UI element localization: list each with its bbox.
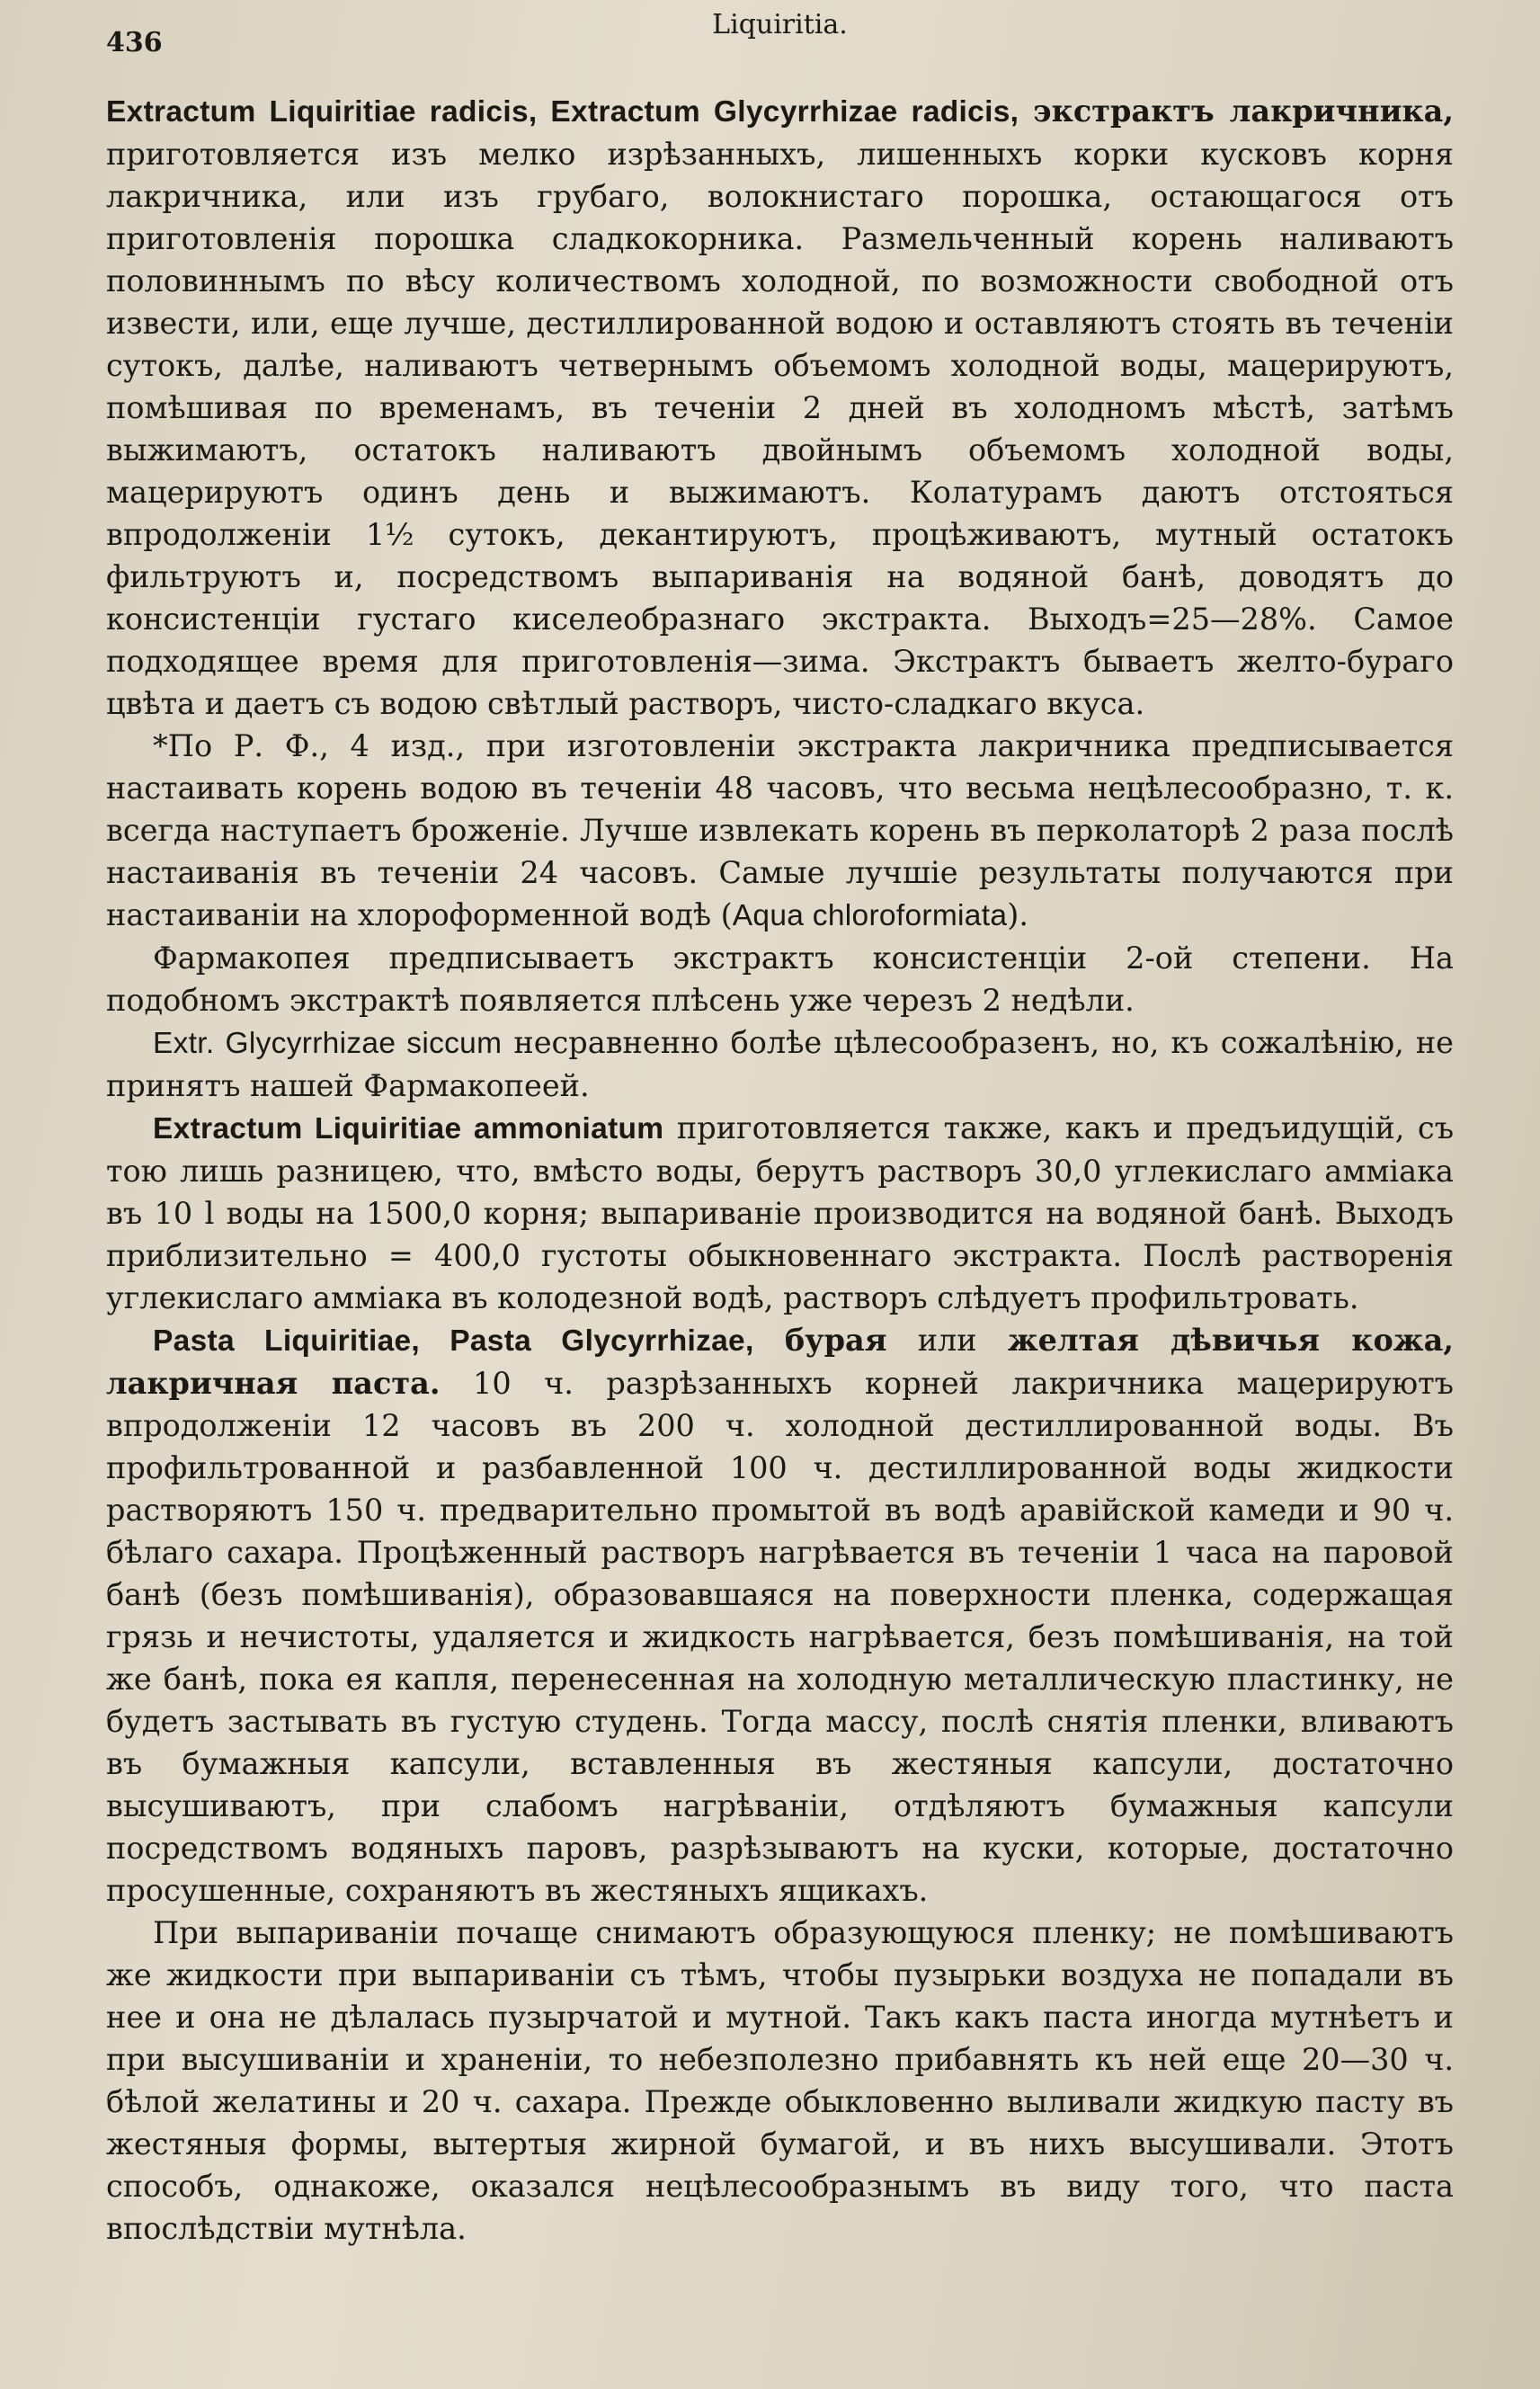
paragraph-pasta-liquiritiae: [106, 1319, 1454, 1912]
paragraph-text: приготовляется также, какъ и предъидущій, съ тою лишь разницею, что, вмѣсто воды, берутъ растворъ 30,0 углекислаго амміака въ 10 l воды на 1500,0 корня; выпариваніе производится на водяной банѣ. Выходъ приблизительно = 400,0 густоты обыкновеннаго экстракта. Послѣ растворенія углекислаго амміака въ колодезной водѣ, растворъ слѣдуетъ профильтровать.: [106, 1110, 1455, 1315]
latin-term: Aqua chloroformiata: [732, 899, 1008, 932]
paragraph-evaporation: [106, 1912, 1454, 2250]
latin-term: Extr. Glycyrrhizae siccum: [153, 1027, 503, 1060]
paragraph-pharmacopoeia: [106, 937, 1454, 1021]
paragraph-text: приготовляется изъ мелко изрѣзанныхъ, лишенныхъ корки кусковъ корня лакричника, или изъ грубаго, волокнистаго порошка, остающагося отъ приготовленія порошка сладкокорника. Размельченный корень наливаютъ половиннымъ по вѣсу количествомъ холодной, по возможности свободной отъ извести, или, еще лучше, дестиллированной водою и оставляютъ стоять въ теченіи сутокъ, далѣе, наливаютъ четвернымъ объемомъ холодной воды, мацерируютъ, помѣшивая по временамъ, въ теченіи 2 дней въ холодномъ мѣстѣ, затѣмъ выжимаютъ, остатокъ наливаютъ двойнымъ объемомъ холодной воды, мацерируютъ одинъ день и выжимаютъ. Колатурамъ даютъ отстояться впродолженіи 1½ сутокъ, декантируютъ, процѣживаютъ, мутный остатокъ фильтруютъ и, посредствомъ выпариванія на водяной банѣ, доводятъ до консистенціи густаго киселеобразнаго экстракта. Выходъ=25—28%. Самое подходящее время для приготовленія—зима. Экстрактъ бываетъ желто-бураго цвѣта и даетъ съ водою свѣтлый растворъ, чисто-сладкаго вкуса.: [106, 137, 1454, 721]
page-body: [106, 90, 1454, 2250]
paragraph-extr-siccum: [106, 1021, 1454, 1107]
paragraph-text: ).: [1007, 897, 1028, 932]
entry-title-russian: желтая дѣвичья кожа, лакричная паста.: [106, 1323, 1455, 1401]
paragraph-extractum-liquiritiae: [106, 90, 1454, 725]
paragraph-text: При выпариваніи почаще снимаютъ образующуюся пленку; не помѣшиваютъ же жидкости при выпариваніи съ тѣмъ, чтобы пузырьки воздуха не попадали въ нее и она не дѣлалась пузырчатой и мутной. Такъ какъ паста иногда мутнѣетъ и при высушиваніи и храненіи, то небезполезно прибавнять къ ней еще 20—30 ч. бѣлой желатины и 20 ч. сахара. Прежде обыкловенно выливали жидкую пасту въ жестяныя формы, вытертыя жирной бумагой, и въ нихъ высушивали. Этотъ способъ, однакоже, оказался нецѣлесообразнымъ въ виду того, что паста впослѣдствіи мутнѣла.: [106, 1915, 1454, 2246]
entry-title-russian: бурая: [784, 1323, 887, 1358]
paragraph-text: несравненно болѣе цѣлесообразенъ, но, къ сожалѣнію, не принятъ нашей Фармакопеей.: [106, 1025, 1454, 1103]
paragraph-text: Фармакопея предписываетъ экстрактъ консистенціи 2-ой степени. На подобномъ экстрактѣ появляется плѣсень уже черезъ 2 недѣли.: [106, 940, 1454, 1018]
paragraph-note: [106, 725, 1454, 937]
title-connector: или: [886, 1323, 1008, 1358]
entry-title-latin: Extractum Liquiritiae ammoniatum: [153, 1112, 664, 1145]
paragraph-text: 10 ч. разрѣзанныхъ корней лакричника мацерируютъ впродолженіи 12 часовъ въ 200 ч. холодной дестиллированной воды. Въ профильтрованной и разбавленной 100 ч. дестиллированной воды жидкости растворяютъ 150 ч. предварительно промытой въ водѣ аравійской камеди и 90 ч. бѣлаго сахара. Процѣженный растворъ нагрѣвается въ теченіи 1 часа на паровой банѣ (безъ помѣшиванія), образовавшаяся на поверхности пленка, содержащая грязь и нечистоты, удаляется и жидкость нагрѣвается, безъ помѣшиванія, на той же банѣ, пока ея капля, перенесенная на холодную металлическую пластинку, не будетъ застывать въ густую студень. Тогда массу, послѣ снятія пленки, вливаютъ въ бумажныя капсули, вставленныя въ жестяныя капсули, достаточно высушиваютъ, при слабомъ нагрѣваніи, отдѣляютъ бумажныя капсули посредствомъ водяныхъ паровъ, разрѣзываютъ на куски, которые, достаточно просушенные, сохраняютъ въ жестяныхъ ящикахъ.: [106, 1366, 1454, 1908]
paragraph-extractum-ammoniatum: [106, 1107, 1454, 1319]
entry-title-latin: Extractum Liquiritiae radicis, Extractum Glycyrrhizae radicis,: [106, 95, 1019, 129]
page-header: [106, 0, 1454, 90]
paragraph-text: *По Р. Ф., 4 изд., при изготовленіи экстракта лакричника предписывается настаивать корень водою въ теченіи 48 часовъ, что весьма нецѣлесообразно, т. к. всегда наступаетъ броженіе. Лучше извлекать корень въ перколаторѣ 2 раза послѣ настаиванія въ теченіи 24 часовъ. Самые лучшіе результаты получаются при настаиваніи на хлороформенной водѣ (: [106, 728, 1454, 932]
entry-title-russian: экстрактъ лакричника,: [1033, 94, 1454, 129]
running-head: Liquiritia.: [712, 9, 848, 40]
page-number: 436: [106, 27, 163, 58]
entry-title-latin: Pasta Liquiritiae, Pasta Glycyrrhizae,: [153, 1324, 754, 1358]
